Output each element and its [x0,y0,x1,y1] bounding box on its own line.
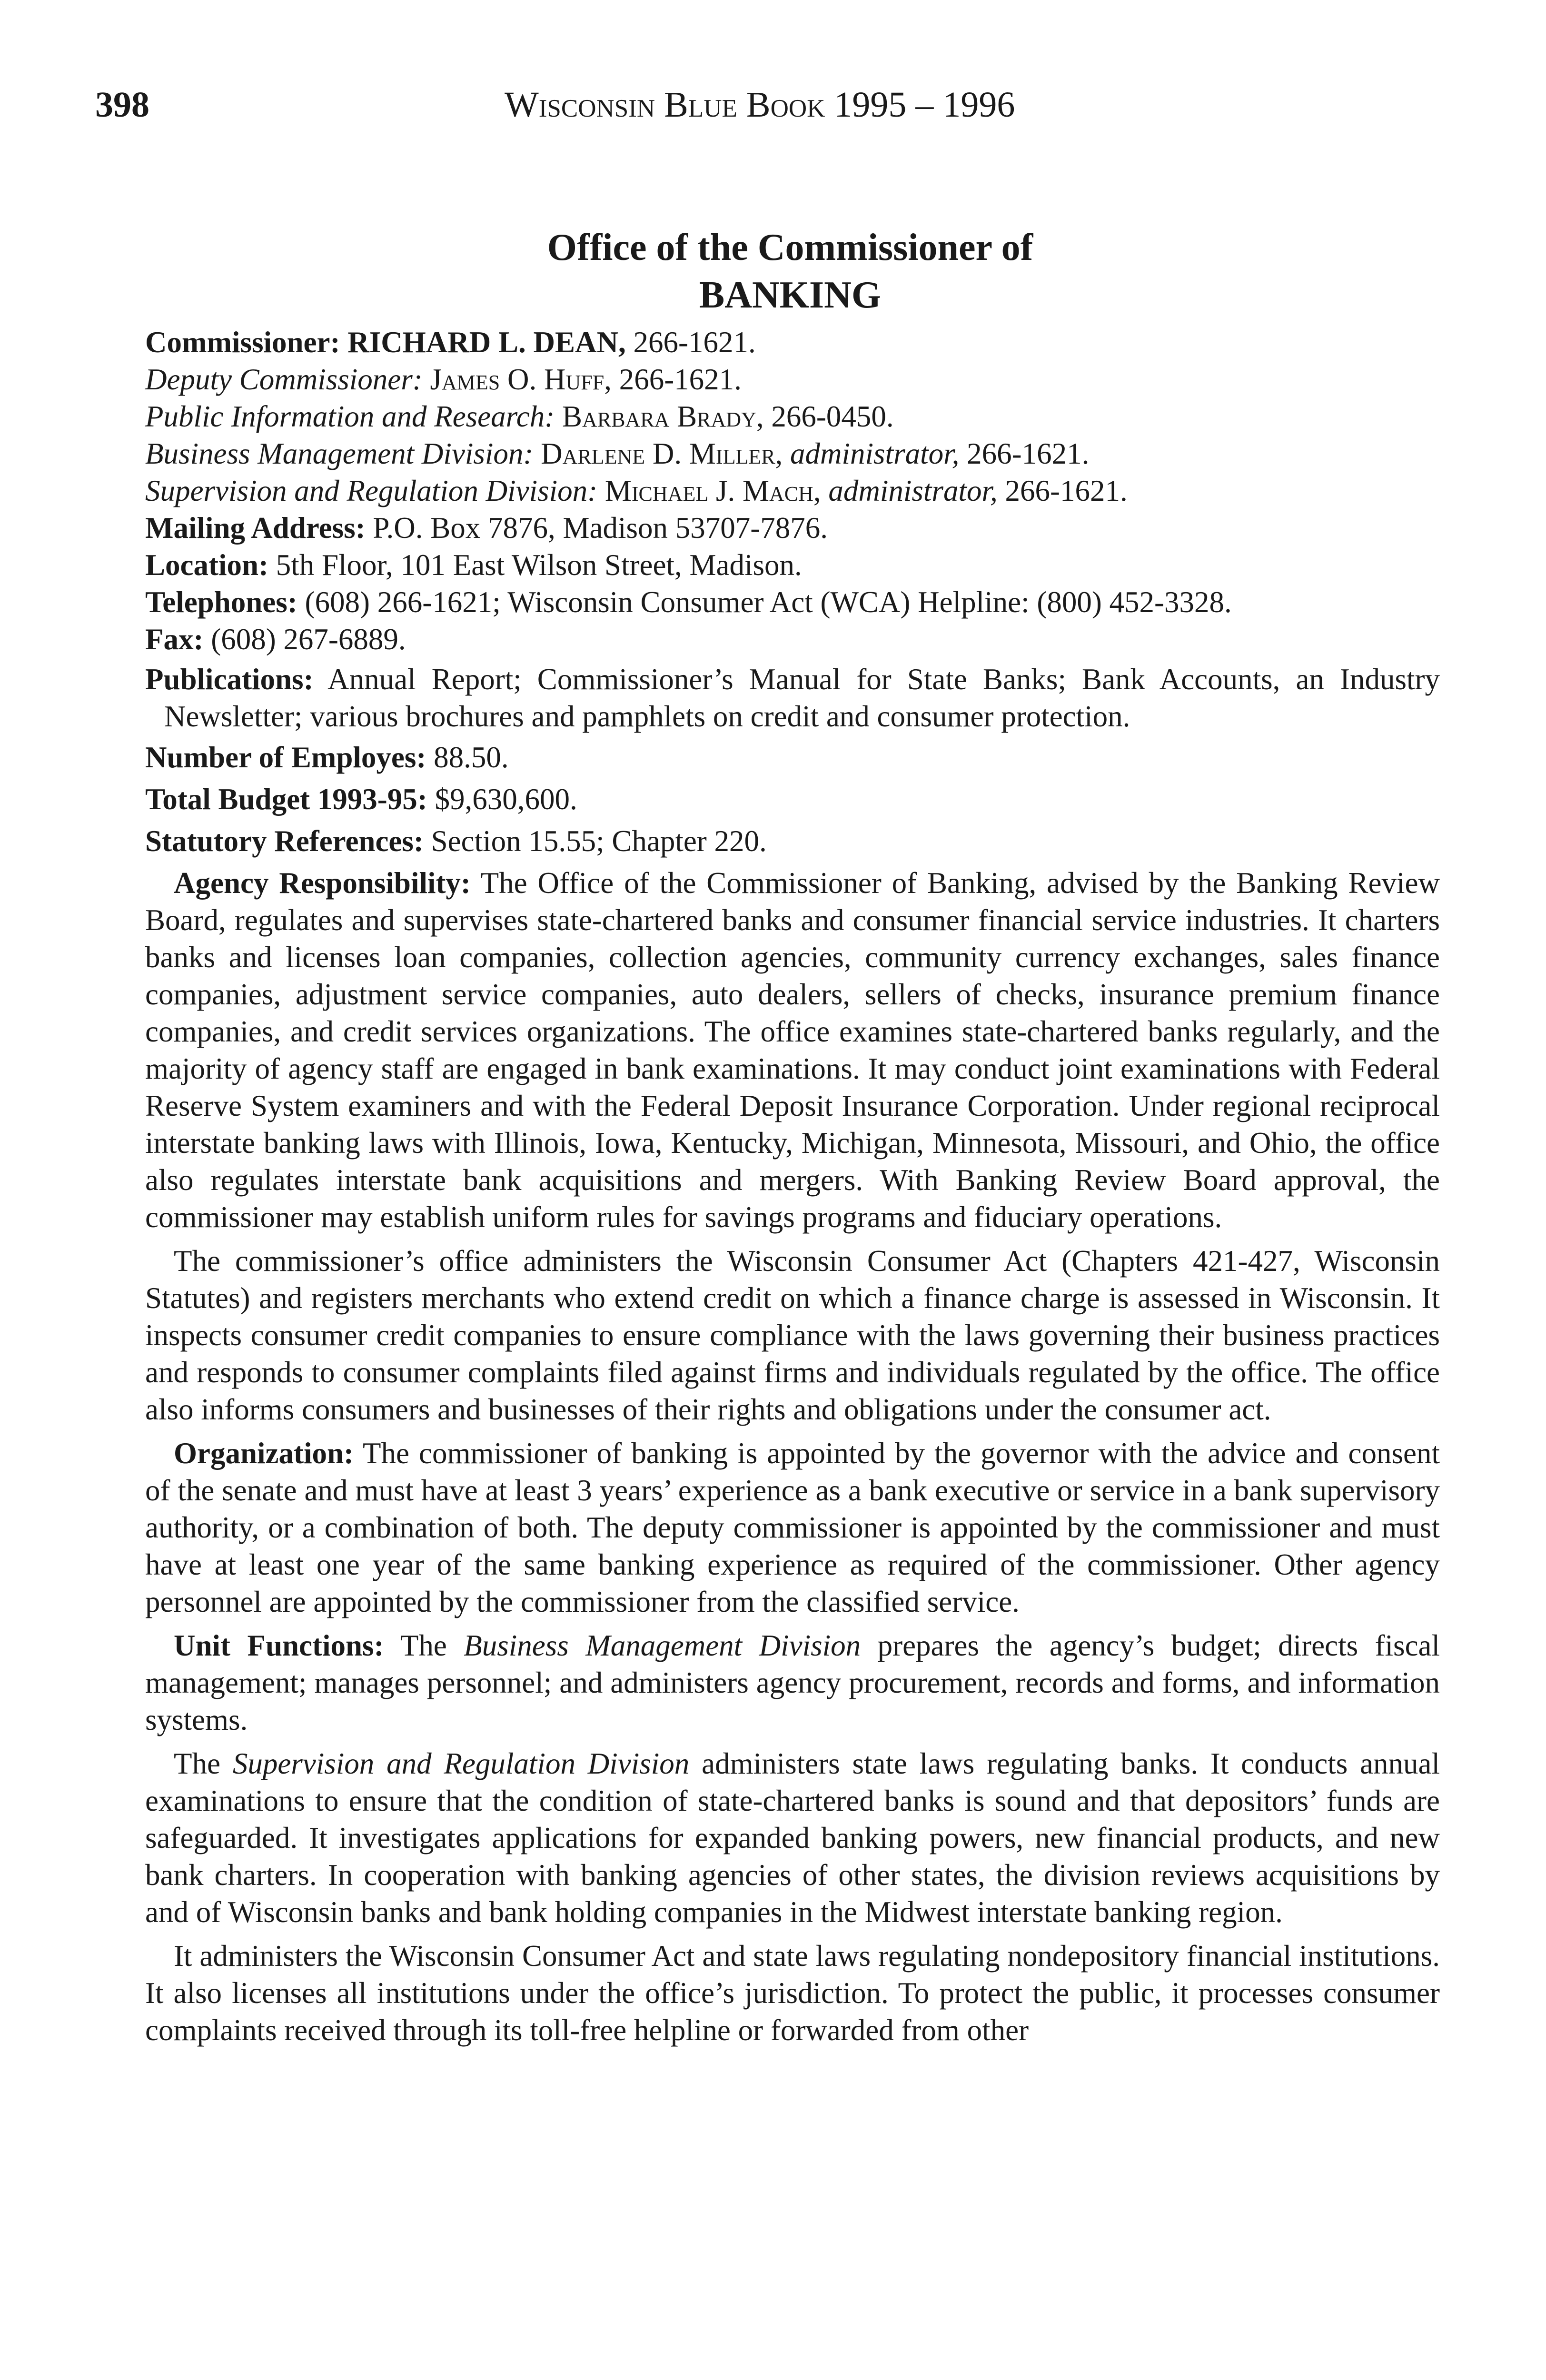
unit-lead: The [400,1629,447,1662]
srd-role: administrator, [828,474,998,507]
fax-value: (608) 267-6889. [211,623,406,656]
srd-line [145,472,1440,509]
unit-division-name: Business Management Division [464,1629,861,1662]
telephones-value: (608) 266-1621; Wisconsin Consumer Act (WCA) Helpline: (800) 452-3328. [305,585,1232,619]
deputy-phone: 266-1621. [619,363,742,396]
page-number: 398 [95,85,149,125]
employees-label: Number of Employes: [145,741,426,774]
pir-label: Public Information and Research: [145,400,555,433]
deputy-label: Deputy Commissioner: [145,363,423,396]
srd-text: administers state laws regulating banks. It conducts annual examinations to ensure that the condition of state-chartered banks is sound and that depositors’ funds are safeguarded. It investigates applications for expanded banking powers, new financial products, and new bank charters. In cooperation with banking agencies of other states, the division reviews acquisitions by and of Wisconsin banks and bank holding companies in the Midwest interstate banking region. [145,1747,1440,1929]
org-label: Organization: [174,1437,354,1470]
location-label: Location: [145,548,268,582]
last-text: It administers the Wisconsin Consumer Act and state laws regulating nondepository financial institutions. It also licenses all institutions under the office’s jurisdiction. To protect the public, it processes consumer complaints received through its toll-free helpline or forwarded from other [145,1939,1440,2047]
title-line-1: Office of the Commissioner of [547,227,1033,268]
publications-item [145,661,1440,735]
commissioner-line [145,324,1440,361]
publications-label: Publications: [145,663,314,696]
mailing-label: Mailing Address: [145,511,366,545]
mailing-value: P.O. Box 7876, Madison 53707-7876. [373,511,828,545]
budget-value: $9,630,600. [435,783,577,816]
budget-label: Total Budget 1993-95: [145,783,427,816]
telephones-label: Telephones: [145,585,297,619]
book-title: Wisconsin Blue Book 1995 – 1996 [505,85,1015,125]
location-value: 5th Floor, 101 East Wilson Street, Madison. [276,548,802,582]
unit-label: Unit Functions: [174,1629,384,1662]
deputy-line [145,361,1440,398]
agency-label: Agency Responsibility: [174,866,471,900]
consumer-act-paragraph [145,1242,1440,1428]
employees-value: 88.50. [434,741,509,774]
consumer-complaints-paragraph [145,1937,1440,2049]
srd-lead: The [174,1747,220,1780]
srd-name: Michael J. Mach, [605,474,821,507]
mailing-line [145,509,1440,546]
fax-label: Fax: [145,623,204,656]
org-text: The commissioner of banking is appointed by the governor with the advice and consent of the senate and must have at least 3 years’ experience as a bank executive or service in a bank supervisory authority, or a combination of both. The deputy commissioner is appointed by the commissioner and must have at least one year of the same banking experience as required of the commissioner. Other agency personnel are appointed by the commissioner from the classified service. [145,1437,1440,1618]
deputy-name: James O. Huff, [430,363,612,396]
agency-responsibility-paragraph [145,864,1440,1236]
organization-paragraph [145,1435,1440,1620]
unit-functions-paragraph [145,1627,1440,1738]
agency-text: The Office of the Commissioner of Banking, advised by the Banking Review Board, regulates and supervises state-chartered banks and consumer financial service industries. It charters banks and licenses loan companies, collection agencies, community currency exchanges, sales finance companies, adjustment service companies, auto dealers, sellers of checks, insurance premium finance companies, and credit services organizations. The office examines state-chartered banks regularly, and the majority of agency staff are engaged in bank examinations. It may conduct joint examinations with Federal Reserve System examiners and with the Federal Deposit Insurance Corporation. Under regional reciprocal interstate banking laws with Illinois, Iowa, Kentucky, Michigan, Minnesota, Missouri, and Ohio, the office also regulates interstate bank acquisitions and mergers. With Banking Review Board approval, the commissioner may establish uniform rules for savings programs and fiduciary operations. [145,866,1440,1234]
unit-text: prepares the agency’s budget; directs fiscal management; manages personnel; and administers agency procurement, records and forms, and information systems. [145,1629,1440,1736]
publications-value: Annual Report; Commissioner’s Manual for State Banks; Bank Accounts, an Industry Newsletter; various brochures and pamphlets on credit and consumer protection. [164,663,1440,733]
bmd-role: administrator, [790,437,960,470]
statutory-value: Section 15.55; Chapter 220. [431,824,767,858]
statutory-line [145,823,1440,860]
commissioner-phone: 266-1621. [633,326,756,359]
srd-label: Supervision and Regulation Division: [145,474,598,507]
srd-division-name: Supervision and Regulation Division [232,1747,690,1780]
document-content [145,324,1440,2055]
supervision-paragraph [145,1745,1440,1931]
pir-line [145,398,1440,435]
srd-phone: 266-1621. [1005,474,1128,507]
title-line-2: BANKING [699,274,882,316]
running-header [95,81,1380,129]
section-title [143,224,1437,319]
commissioner-name: RICHARD L. DEAN, [347,326,626,359]
bmd-phone: 266-1621. [967,437,1090,470]
commissioner-label: Commissioner: [145,326,340,359]
pir-phone: 266-0450. [771,400,894,433]
pir-name: Barbara Brady, [562,400,764,433]
bmd-line [145,435,1440,472]
wca-text: The commissioner’s office administers the Wisconsin Consumer Act (Chapters 421-427, Wisconsin Statutes) and registers merchants who extend credit on which a finance charge is assessed in Wisconsin. It inspects consumer credit companies to ensure compliance with the laws governing their business practices and responds to consumer complaints filed against firms and individuals regulated by the office. The office also informs consumers and businesses of their rights and obligations under the consumer act. [145,1244,1440,1426]
budget-line [145,781,1440,818]
bmd-label: Business Management Division: [145,437,534,470]
bmd-name: Darlene D. Miller, [541,437,783,470]
employees-line [145,739,1440,776]
location-line [145,546,1440,584]
telephones-line [145,584,1440,621]
fax-line [145,621,1440,658]
statutory-label: Statutory References: [145,824,424,858]
